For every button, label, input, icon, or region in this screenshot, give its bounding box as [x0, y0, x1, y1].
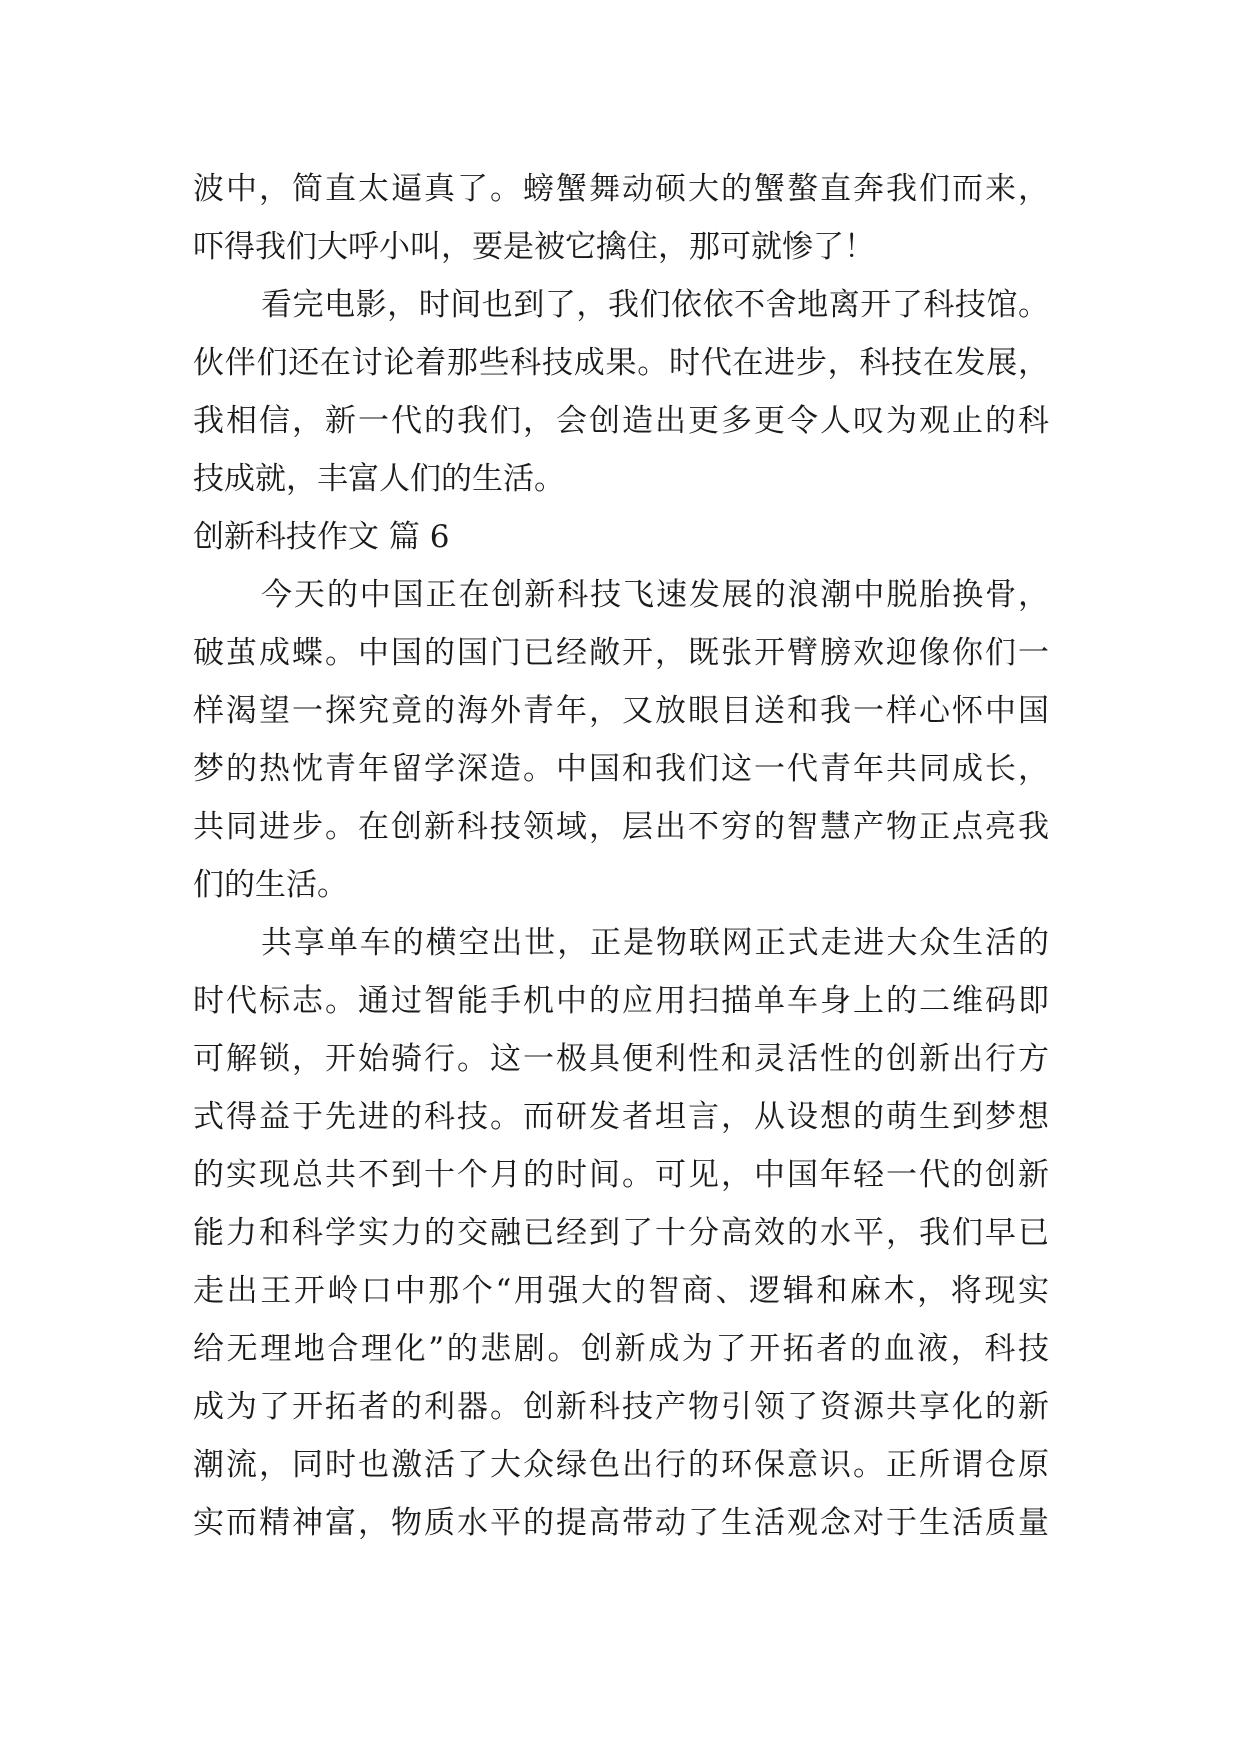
- section-heading: 创新科技作文 篇 6: [193, 519, 450, 555]
- document-page: [193, 160, 1049, 1552]
- text-line: 样渴望一探究竟的海外青年，又放眼目送和我一样心怀中国: [193, 693, 1049, 729]
- text-line: 共同进步。在创新科技领域，层出不穷的智慧产物正点亮我: [193, 809, 1049, 845]
- paragraph-4: [193, 914, 1049, 1552]
- text-line: 们的生活。: [193, 867, 348, 903]
- paragraph-1-continued: [193, 160, 1049, 276]
- text-line: 成为了开拓者的利器。创新科技产物引领了资源共享化的新: [193, 1389, 1049, 1425]
- text-line: 实而精神富，物质水平的提高带动了生活观念对于生活质量: [193, 1505, 1049, 1541]
- text-line: 可解锁，开始骑行。这一极具便利性和灵活性的创新出行方: [193, 1041, 1049, 1077]
- text-line: 走出王开岭口中那个“用强大的智商、逻辑和麻木，将现实: [193, 1273, 1049, 1309]
- text-line: 能力和科学实力的交融已经到了十分高效的水平，我们早已: [193, 1215, 1049, 1251]
- text-line: 共享单车的横空出世，正是物联网正式走进大众生活的: [261, 925, 1049, 961]
- paragraph-2: [193, 276, 1049, 508]
- text-line: 吓得我们大呼小叫，要是被它擒住，那可就惨了！: [193, 229, 875, 265]
- text-line: 式得益于先进的科技。而研发者坦言，从设想的萌生到梦想: [193, 1099, 1049, 1135]
- text-line: 破茧成蝶。中国的国门已经敞开，既张开臂膀欢迎像你们一: [193, 635, 1049, 671]
- paragraph-3: [193, 566, 1049, 914]
- text-line: 的实现总共不到十个月的时间。可见，中国年轻一代的创新: [193, 1157, 1049, 1193]
- text-line: 今天的中国正在创新科技飞速发展的浪潮中脱胎换骨，: [261, 577, 1049, 613]
- text-line: 给无理地合理化”的悲剧。创新成为了开拓者的血液，科技: [193, 1331, 1049, 1367]
- text-line: 技成就，丰富人们的生活。: [193, 461, 565, 497]
- text-line: 波中，简直太逼真了。螃蟹舞动硕大的蟹螯直奔我们而来，: [193, 171, 1049, 207]
- text-line: 我相信，新一代的我们，会创造出更多更令人叹为观止的科: [193, 403, 1049, 439]
- text-line: 潮流，同时也激活了大众绿色出行的环保意识。正所谓仓原: [193, 1447, 1049, 1483]
- text-line: 伙伴们还在讨论着那些科技成果。时代在进步，科技在发展，: [193, 345, 1049, 381]
- text-line: 梦的热忱青年留学深造。中国和我们这一代青年共同成长，: [193, 751, 1049, 787]
- text-line: 看完电影，时间也到了，我们依依不舍地离开了科技馆。: [261, 287, 1049, 323]
- text-line: 时代标志。通过智能手机中的应用扫描单车身上的二维码即: [193, 983, 1049, 1019]
